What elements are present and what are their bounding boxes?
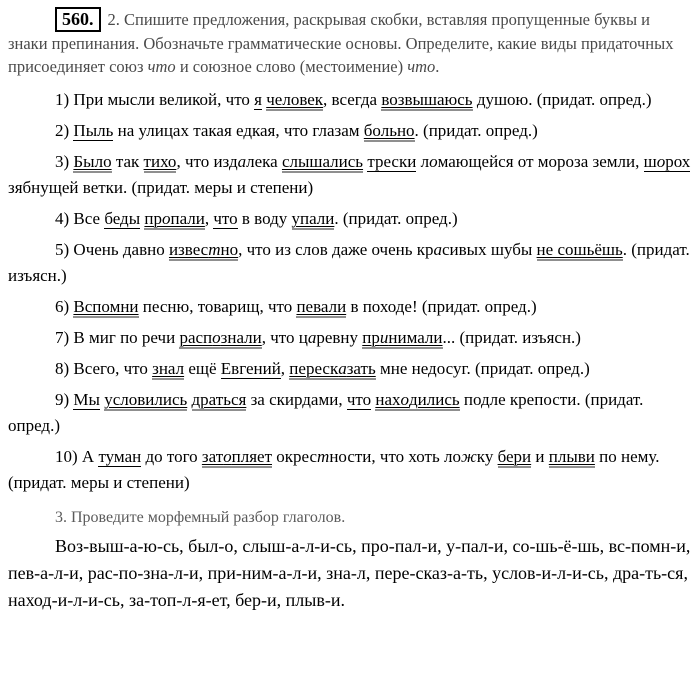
subject-underline: что	[213, 209, 238, 228]
predicate-underline: пали	[170, 209, 205, 228]
text-run: .	[435, 57, 440, 76]
text-run: за скирдами,	[246, 390, 347, 409]
text-run: , что ц	[261, 328, 308, 347]
text-run: 7) В миг по речи	[55, 328, 180, 347]
text-run: и союзное слово (местоимение)	[175, 57, 408, 76]
predicate-underline: переск	[289, 359, 339, 378]
text-run: по нему. (придат. меры и степени)	[8, 447, 660, 492]
predicate-underline: бери	[497, 447, 532, 466]
subject-underline-letter: о	[656, 152, 666, 171]
predicate-underline: зать	[346, 359, 376, 378]
text-run: и	[531, 447, 549, 466]
inserted-letter: что	[407, 57, 436, 76]
text-run: на улицах такая едкая, что глазам	[113, 121, 364, 140]
sentence-item	[8, 87, 692, 113]
predicate-underline: упали	[291, 209, 335, 228]
subject-underline: Евгений	[220, 359, 281, 378]
text-run: до того	[141, 447, 202, 466]
predicate-underline: не сошьёшь	[536, 240, 623, 259]
inserted-letter: т	[317, 447, 330, 466]
predicate-underline: пр	[144, 209, 162, 228]
inserted-letter: а	[433, 240, 443, 259]
predicate-underline: знал	[152, 359, 185, 378]
morpheme-analysis: Воз-выш-а-ю-сь, был-о, слыш-а-л-и-сь, про-пал-и, у-пал-и, со-шь-ё-шь, вс-помн-и, пев-а-л-и, рас-по-зна-л-и, при-ним-а-л-и, зна-л, пере-сказ-а-ть, услов-и-л-и-сь, дра-ть-ся, наход-и-л-и-сь, за-топ-л-я-ет, бер-и, плыв-и.	[8, 536, 691, 610]
text-run: ,	[204, 209, 214, 228]
text-run: ... (придат. изъясн.)	[442, 328, 581, 347]
predicate-underline-letter: о	[162, 209, 171, 228]
predicate-underline: драться	[191, 390, 247, 409]
sentence-item	[8, 325, 692, 351]
predicate-underline-letter: т	[208, 240, 221, 259]
predicate-underline: нимали	[388, 328, 443, 347]
sentence-item	[8, 444, 692, 496]
text-run: ещё	[184, 359, 221, 378]
inserted-letter: о	[429, 152, 438, 171]
text-run: . (придат. изъясн.)	[8, 240, 690, 285]
text-run: , что изд	[176, 152, 238, 171]
text-run: 4) Все	[55, 209, 105, 228]
text-run: мне недосуг. (придат. опред.)	[375, 359, 590, 378]
predicate-underline: пр	[362, 328, 380, 347]
predicate-underline: Вспомни	[73, 297, 139, 316]
exercise-number-box: 560.	[55, 7, 101, 32]
predicate-underline: певали	[296, 297, 347, 316]
predicate-underline: но	[220, 240, 239, 259]
subject-underline: Пыль	[73, 121, 114, 140]
subject-underline: я	[254, 90, 262, 109]
sentence-list	[8, 87, 692, 496]
predicate-underline: возвышаюсь	[381, 90, 473, 109]
predicate-underline: плыви	[548, 447, 595, 466]
text-run: сивых шубы	[442, 240, 537, 259]
predicate-underline-letter: о	[212, 328, 221, 347]
text-run: . (придат. опред.)	[414, 121, 538, 140]
text-run: ревну	[316, 328, 363, 347]
predicate-underline: тихо	[143, 152, 177, 171]
predicate-underline: знали	[220, 328, 262, 347]
subtask-heading: 3. Проведите морфемный разбор глаголов.	[55, 509, 346, 526]
sentence-item	[8, 206, 692, 232]
predicate-underline-letter: о	[400, 390, 409, 409]
predicate-underline: условились	[104, 390, 188, 409]
text-run: в походе! (придат. опред.)	[346, 297, 537, 316]
subject-underline: ш	[643, 152, 657, 171]
text-run	[187, 390, 191, 409]
text-run: 5) Очень давно	[55, 240, 169, 259]
text-run: 2)	[55, 121, 74, 140]
text-run: песню, товарищ, что	[138, 297, 297, 316]
sentence-item	[8, 118, 692, 144]
text-run: душою. (придат. опред.)	[472, 90, 652, 109]
text-run: 3)	[55, 152, 74, 171]
text-run: окрес	[272, 447, 318, 466]
predicate-underline-letter: о	[223, 447, 232, 466]
text-run: зябнущей ветки. (придат. меры и степени)	[8, 178, 314, 197]
sentence-item	[8, 294, 692, 320]
text-run: 2. Спишите предложения, раскрывая скобки, вставляя пропущенные буквы и знаки препинания. Обозначьте грамматические основы. Определите, какие виды придаточных присоединяет союз	[8, 10, 674, 76]
text-run: так	[111, 152, 144, 171]
predicate-underline: нах	[375, 390, 401, 409]
text-run: ности, что хоть ло	[329, 447, 461, 466]
predicate-underline: слышались	[281, 152, 364, 171]
predicate-underline-letter: а	[338, 359, 347, 378]
predicate-underline: пляет	[231, 447, 272, 466]
subject-underline: туман	[98, 447, 142, 466]
inserted-letter: а	[307, 328, 317, 347]
text-run: , всегда	[323, 90, 382, 109]
predicate-underline: расп	[179, 328, 213, 347]
text-run: подле крепости. (придат. опред.)	[8, 390, 644, 435]
text-run: , что из слов даже очень кр	[238, 240, 434, 259]
inserted-letter: а	[237, 152, 247, 171]
sentence-item	[8, 237, 692, 289]
predicate-underline: Было	[73, 152, 112, 171]
text-run: лека	[246, 152, 282, 171]
predicate-underline: человек	[266, 90, 324, 109]
text-run: ку	[476, 447, 498, 466]
inserted-letter: что	[147, 57, 176, 76]
subject-underline: рох	[665, 152, 691, 171]
text-run: ,	[280, 359, 290, 378]
exercise-header	[8, 7, 692, 78]
predicate-underline: больно	[363, 121, 415, 140]
sentence-item	[8, 356, 692, 382]
sentence-item	[8, 149, 692, 201]
text-run: . (придат. опред.)	[334, 209, 458, 228]
subject-underline: трески	[367, 152, 417, 171]
subject-underline: Мы	[73, 390, 100, 409]
predicate-underline: зат	[201, 447, 224, 466]
text-run: л	[416, 152, 430, 171]
text-run: мающейся от мороза земли,	[437, 152, 644, 171]
inserted-letter: ж	[460, 447, 477, 466]
text-run: в воду	[237, 209, 292, 228]
predicate-underline-letter: и	[379, 328, 389, 347]
text-run: 9)	[55, 390, 74, 409]
text-run: 8) Всего, что	[55, 359, 153, 378]
text-run: 6)	[55, 297, 74, 316]
subject-underline: беды	[104, 209, 141, 228]
sentence-item	[8, 387, 692, 439]
text-run: 1) При мысли великой, что	[55, 90, 255, 109]
predicate-underline: дились	[409, 390, 460, 409]
exercise-instruction	[8, 10, 673, 76]
predicate-underline: извес	[168, 240, 209, 259]
subject-underline: что	[346, 390, 372, 409]
text-run: 10) А	[55, 447, 99, 466]
